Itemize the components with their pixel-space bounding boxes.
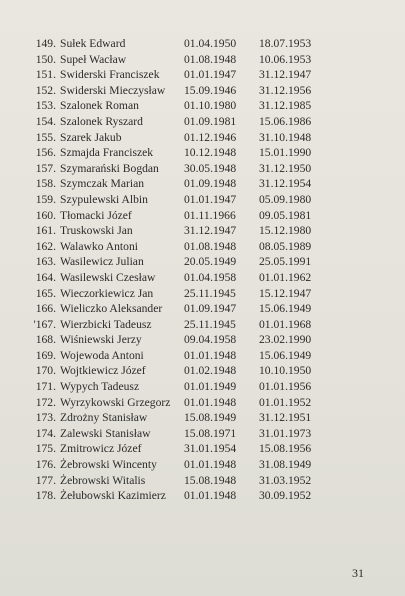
entry-end-date: 10.10.1950 [259,364,312,378]
list-item [0,410,405,426]
entry-end-date: 01.01.1956 [259,380,312,394]
entry-number: 162. [35,239,56,253]
list-item [0,83,405,99]
entry-end-date: 31.12.1947 [259,68,312,82]
entry-number: 175. [35,442,56,456]
entry-name: Szymarański Bogdan [60,161,159,175]
entry-name: Sułek Edward [60,37,126,50]
entry-number: 157. [35,161,56,175]
entry-end-date: 08.05.1989 [259,239,312,253]
entry-name: Żełubowski Kazimierz [60,489,166,503]
entry-name: Wasilewicz Julian [60,255,144,269]
entry-end-date: 31.12.1954 [259,177,312,191]
entry-end-date: 10.06.1953 [259,52,312,66]
entry-start-date: 09.04.1958 [184,333,237,347]
entry-start-date: 01.09.1947 [184,302,237,316]
entry-end-date: 31.12.1950 [259,161,312,175]
list-item [0,67,405,83]
list-item [0,426,405,442]
list-item [0,395,405,411]
entry-start-date: 01.01.1948 [184,395,237,409]
entry-name: Żebrowski Wincenty [60,458,157,472]
entry-start-date: 01.01.1947 [184,68,237,82]
entry-name: Żebrowski Witalis [60,473,146,487]
list-item [0,145,405,161]
entry-number: 156. [35,146,56,160]
entry-name: Truskowski Jan [60,224,133,238]
list-item [0,270,405,286]
entry-name: Zmitrowicz Józef [60,442,142,456]
entry-end-date: 15.12.1947 [259,286,312,300]
list-item [0,488,405,504]
entry-number: 165. [35,286,56,300]
entry-start-date: 01.04.1958 [184,270,237,284]
entry-start-date: 01.01.1948 [184,489,237,503]
list-item [0,176,405,192]
entry-start-date: 01.01.1949 [184,380,237,394]
entry-start-date: 15.08.1948 [184,473,237,487]
entry-name: Zalewski Stanisław [60,426,151,440]
list-item [0,379,405,395]
entry-start-date: 01.10.1980 [184,99,237,113]
entry-number: 158. [35,177,56,191]
entry-number: 177. [35,473,56,487]
entry-start-date: 01.12.1946 [184,130,237,144]
entry-end-date: 01.01.1952 [259,395,312,409]
entry-name: Wierzbicki Tadeusz [60,317,152,331]
entry-number: 151. [35,68,56,82]
entry-end-date: 31.10.1948 [259,130,312,144]
entry-number: 168. [35,333,56,347]
entry-start-date: 01.01.1948 [184,348,237,362]
entry-number: 150. [35,52,56,66]
entry-name: Wieczorkiewicz Jan [60,286,154,300]
entry-start-date: 31.01.1954 [184,442,237,456]
entry-start-date: 25.11.1945 [184,317,236,331]
entry-number: 166. [35,302,56,316]
entry-name: Wojewoda Antoni [60,348,144,362]
entry-number: 173. [35,411,56,425]
list-item [0,161,405,177]
list-item [0,208,405,224]
entry-name: Swiderski Franciszek [60,68,160,82]
entry-end-date: 15.01.1990 [259,146,312,160]
entry-start-date: 01.09.1981 [184,114,237,128]
entry-start-date: 15.08.1949 [184,411,237,425]
entry-end-date: 31.12.1956 [259,83,312,97]
entry-end-date: 31.08.1949 [259,458,312,472]
entry-start-date: 01.09.1948 [184,177,237,191]
entry-end-date: 25.05.1991 [259,255,312,269]
list-item [0,301,405,317]
entry-start-date: 30.05.1948 [184,161,237,175]
entry-name: Szalonek Roman [60,99,139,113]
entry-name: Zdrożny Stanisław [60,411,148,425]
entry-end-date: 31.03.1952 [259,473,312,487]
entry-number: 176. [35,458,56,472]
list-item [0,52,405,68]
entry-end-date: 31.12.1951 [259,411,312,425]
entry-name: Wiśniewski Jerzy [60,333,142,347]
entry-number: 149. [35,37,56,50]
entry-number: 169. [35,348,56,362]
entry-name: Wypych Tadeusz [60,380,140,394]
entry-start-date: 15.08.1971 [184,426,237,440]
entry-end-date: 15.08.1956 [259,442,312,456]
entry-list [0,36,405,504]
entry-end-date: 31.01.1973 [259,426,312,440]
list-item [0,317,405,333]
entry-end-date: 15.06.1949 [259,302,312,316]
entry-number: 152. [35,83,56,97]
entry-name: Swiderski Mieczysław [60,83,166,97]
entry-start-date: 01.02.1948 [184,364,237,378]
entry-number: 174. [35,426,56,440]
list-item [0,348,405,364]
entry-end-date: 15.12.1980 [259,224,312,238]
list-item [0,363,405,379]
entry-start-date: 10.12.1948 [184,146,237,160]
page-number: 31 [352,566,364,580]
entry-number: 159. [35,192,56,206]
entry-number: '167. [33,317,56,331]
list-item [0,286,405,302]
list-item [0,254,405,270]
entry-name: Szarek Jakub [60,130,122,144]
entry-start-date: 15.09.1946 [184,83,237,97]
entry-end-date: 05.09.1980 [259,192,312,206]
entry-name: Walawko Antoni [60,239,138,253]
entry-name: Wyrzykowski Grzegorz [60,395,171,409]
entry-end-date: 15.06.1949 [259,348,312,362]
list-item [0,239,405,255]
entry-name: Szmajda Franciszek [60,146,154,160]
list-item [0,114,405,130]
entry-end-date: 30.09.1952 [259,489,312,503]
list-item [0,457,405,473]
entry-number: 161. [35,224,56,238]
entry-end-date: 15.06.1986 [259,114,312,128]
entry-name: Szypulewski Albin [60,192,148,206]
entry-number: 172. [35,395,56,409]
entry-number: 155. [35,130,56,144]
list-item [0,192,405,208]
entry-end-date: 18.07.1953 [259,37,312,50]
entry-start-date: 01.04.1950 [184,37,237,50]
entry-start-date: 01.11.1966 [184,208,236,222]
entry-number: 171. [35,380,56,394]
list-item [0,130,405,146]
entry-name: Szalonek Ryszard [60,114,143,128]
entry-number: 153. [35,99,56,113]
entry-end-date: 23.02.1990 [259,333,312,347]
entry-name: Supeł Wacław [60,52,127,66]
entry-name: Wojtkiewicz Józef [60,364,146,378]
entry-start-date: 20.05.1949 [184,255,237,269]
entry-end-date: 01.01.1962 [259,270,312,284]
entry-end-date: 09.05.1981 [259,208,312,222]
list-item [0,441,405,457]
entry-number: 178. [35,489,56,503]
entry-number: 163. [35,255,56,269]
entry-name: Wasilewski Czesław [60,270,156,284]
entry-start-date: 25.11.1945 [184,286,236,300]
entry-start-date: 01.08.1948 [184,239,237,253]
entry-start-date: 01.01.1948 [184,458,237,472]
entry-end-date: 01.01.1968 [259,317,312,331]
entry-name: Szymczak Marian [60,177,145,191]
entry-start-date: 01.01.1947 [184,192,237,206]
entry-start-date: 31.12.1947 [184,224,237,238]
entry-number: 154. [35,114,56,128]
list-item [0,332,405,348]
entry-name: Tłomacki Józef [60,208,132,222]
list-item [0,223,405,239]
list-item [0,473,405,489]
list-item [0,98,405,114]
entry-name: Wieliczko Aleksander [60,302,163,316]
entry-number: 170. [35,364,56,378]
entry-end-date: 31.12.1985 [259,99,312,113]
list-item [0,36,405,52]
entry-start-date: 01.08.1948 [184,52,237,66]
entry-number: 160. [35,208,56,222]
entry-number: 164. [35,270,56,284]
